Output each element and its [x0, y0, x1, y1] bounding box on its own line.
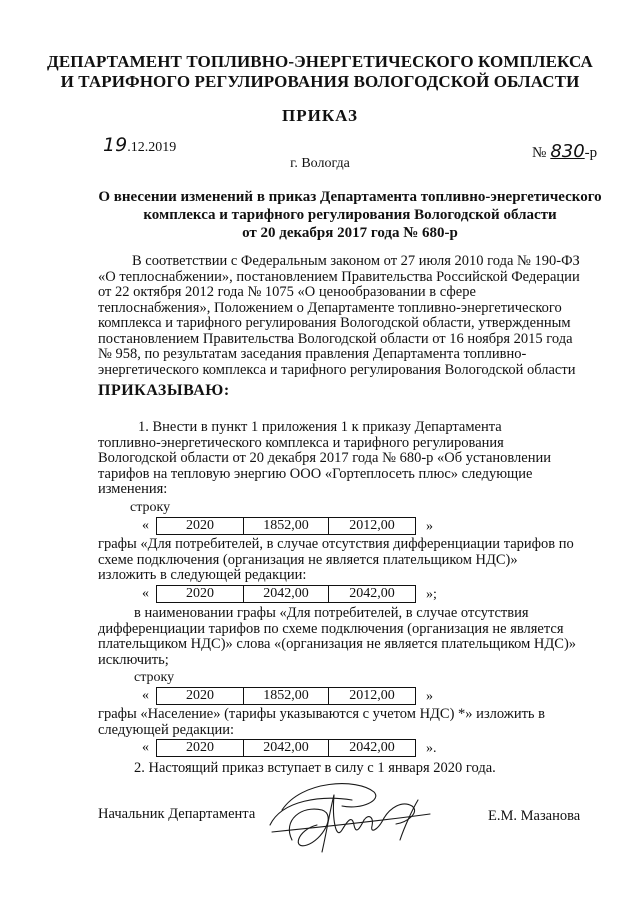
row4-close-quote: ». [426, 741, 437, 756]
naim [98, 606, 588, 668]
row-word-2: строку [134, 670, 175, 685]
row2-table [156, 585, 416, 603]
preamble-line: теплоснабжения», Положением о Департаменте топливно-энергетического [98, 299, 562, 316]
preamble-line: «О теплоснабжении», постановлением Правительства Российской Федерации [98, 268, 580, 285]
number-suffix: -р [584, 145, 598, 161]
naim-line: плательщиком НДС)» слова «(организация не является плательщиком НДС)» [98, 636, 577, 652]
department-name-line2: И ТАРИФНОГО РЕГУЛИРОВАНИЯ ВОЛОГОДСКОЙ ОБЛАСТИ [60, 72, 580, 91]
preamble [98, 254, 588, 378]
row2-value1: 2042,00 [244, 586, 329, 603]
item1-line: топливно-энергетического комплекса и тарифного регулирования [98, 434, 504, 451]
item2-text: 2. Настоящий приказ вступает в силу с 1 января 2020 года. [134, 760, 496, 776]
preamble-line: от 22 октября 2012 года № 1075 «О ценообразовании в сфере [98, 284, 476, 300]
row3-year: 2020 [157, 688, 244, 705]
grafy2-line: следующей редакции: [98, 721, 235, 738]
item1-line: 1. Внести в пункт 1 приложения 1 к приказу Департамента [138, 419, 502, 435]
preamble-line: № 958, по результатам заседания правления Департамента топливно- [98, 346, 527, 362]
row4-table [156, 739, 416, 757]
signatory-name: Е.М. Мазанова [488, 808, 581, 824]
number-value-handwritten: 830 [550, 141, 585, 162]
order-title: ПРИКАЗ [282, 106, 358, 125]
naim-line: дифференциации тарифов по схеме подключения (организация не является [98, 620, 564, 637]
decree-word: ПРИКАЗЫВАЮ: [98, 382, 230, 399]
date-day-handwritten: 19 [103, 134, 128, 156]
number-sign: № [532, 145, 547, 161]
grafy1 [98, 537, 588, 584]
order-date [103, 134, 176, 156]
subject-line2: комплекса и тарифного регулирования Вологодской области [143, 207, 557, 223]
item1-text [98, 420, 588, 498]
preamble-line: постановлением Правительства Вологодской области от 16 ноября 2015 года [98, 330, 573, 347]
row3-table [156, 687, 416, 705]
row-word: строку [130, 500, 171, 515]
naim-line: в наименовании графы «Для потребителей, в случае отсутствия [134, 605, 529, 621]
item1-line: Вологодской области от 20 декабря 2017 года № 680-р «Об установлении [98, 450, 551, 466]
row1-value2: 2012,00 [329, 518, 416, 535]
row4-value2: 2042,00 [329, 740, 416, 757]
row3-close-quote: » [426, 689, 433, 704]
grafy1-line: графы «Для потребителей, в случае отсутствия дифференциации тарифов по [98, 536, 574, 552]
grafy2 [98, 707, 588, 738]
row3-value1: 1852,00 [244, 688, 329, 705]
item1-line: изменения: [98, 481, 168, 497]
signatory-position: Начальник Департамента [98, 806, 256, 822]
subject-line1: О внесении изменений в приказ Департамента топливно-энергетического [98, 189, 602, 205]
grafy2-line: графы «Население» (тарифы указываются с учетом НДС) *» изложить в [98, 706, 545, 722]
order-city: г. Вологда [290, 156, 350, 171]
preamble-line: В соответствии с Федеральным законом от 27 июля 2010 года № 190-ФЗ [132, 253, 580, 269]
row2-year: 2020 [157, 586, 244, 603]
row3-value2: 2012,00 [329, 688, 416, 705]
row1-open-quote: « [142, 518, 149, 533]
row4-value1: 2042,00 [244, 740, 329, 757]
row1-table [156, 517, 416, 535]
preamble-line: энергетического комплекса и тарифного регулирования Вологодской области [98, 361, 576, 378]
row4-year: 2020 [157, 740, 244, 757]
row1-value1: 1852,00 [244, 518, 329, 535]
date-rest: .12.2019 [127, 140, 177, 155]
row2-open-quote: « [142, 586, 149, 601]
row1-close-quote: » [426, 519, 433, 534]
preamble-line: комплекса и тарифного регулирования Вологодской области, утвержденным [98, 315, 571, 331]
row2-close-quote: »; [426, 587, 437, 602]
row2-value2: 2042,00 [329, 586, 416, 603]
row3-open-quote: « [142, 688, 149, 703]
row1-year: 2020 [157, 518, 244, 535]
grafy1-line: схеме подключения (организация не является плательщиком НДС)» [98, 551, 518, 568]
grafy1-line: изложить в следующей редакции: [98, 567, 307, 583]
department-name-line1: ДЕПАРТАМЕНТ ТОПЛИВНО-ЭНЕРГЕТИЧЕСКОГО КОМПЛЕКСА [47, 52, 593, 71]
item1-line: тарифов на тепловую энергию ООО «Гортеплосеть плюс» следующие [98, 465, 533, 482]
signature-icon [262, 770, 442, 870]
naim-line: исключить; [98, 651, 169, 668]
row4-open-quote: « [142, 740, 149, 755]
subject-line3: от 20 декабря 2017 года № 680-р [242, 225, 458, 241]
